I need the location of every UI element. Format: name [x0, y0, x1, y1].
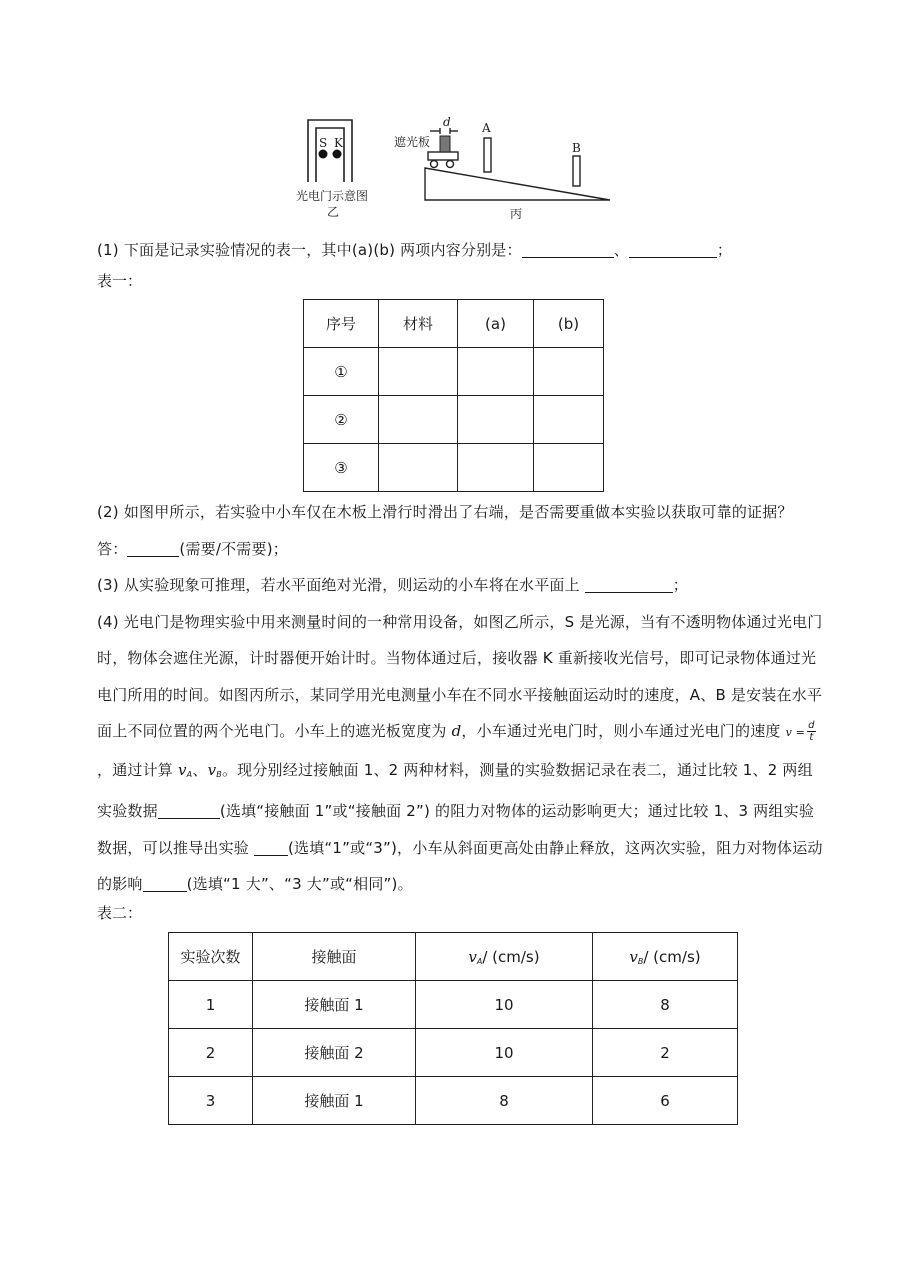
table-cell — [534, 444, 604, 492]
header-vb-unit: / (cm/s) — [643, 947, 701, 966]
table-cell: 1 — [169, 981, 253, 1029]
table-header-cell: 实验次数 — [169, 933, 253, 981]
table-cell: 8 — [593, 981, 738, 1029]
table-row — [169, 1077, 738, 1125]
va-sub: A — [186, 769, 193, 779]
incline-ramp — [425, 168, 610, 200]
question-2-line: (2) 如图甲所示，若实验中小车仅在木板上滑行时滑出了右端，是否需要重做本实验以获取可靠的证据？ — [97, 503, 793, 521]
answer-blank-surface[interactable] — [158, 798, 220, 819]
table-cell — [458, 396, 534, 444]
table-header-cell: 接触面 — [253, 933, 416, 981]
question-1-text: (1) 下面是记录实验情况的表一，其中(a)(b) 两项内容分别是： — [97, 241, 522, 259]
table-row — [304, 300, 604, 348]
table-1 — [303, 299, 604, 492]
velocity-formula — [807, 720, 816, 743]
table-header-cell: 材料 — [379, 300, 458, 348]
table-cell: 8 — [416, 1077, 593, 1125]
header-va-var: v — [468, 947, 477, 966]
table-cell: 6 — [593, 1077, 738, 1125]
question-1-end: ； — [716, 241, 733, 259]
header-va-sub: A — [476, 956, 483, 966]
table-cell — [458, 348, 534, 396]
answer-blank-q2[interactable] — [127, 536, 179, 557]
table-cell — [379, 444, 458, 492]
question-4-part-2: ，小车通过光电门时，则小车通过光电门的速度 — [461, 722, 781, 740]
incline-diagram — [425, 128, 610, 200]
table-cell: 10 — [416, 981, 593, 1029]
shading-plate-label: 遮光板 — [394, 135, 431, 149]
photogate-outer-frame — [308, 120, 352, 182]
table-cell — [379, 348, 458, 396]
table-cell: 10 — [416, 1029, 593, 1077]
table-header-cell: (a) — [458, 300, 534, 348]
table-row — [304, 348, 604, 396]
vb-sub: B — [216, 769, 222, 779]
table-cell: 接触面 1 — [253, 1077, 416, 1125]
header-vb-sub: B — [637, 956, 644, 966]
light-source-dot — [319, 150, 328, 159]
gate-a-label: A — [482, 121, 491, 135]
answer-blank-q3[interactable] — [585, 572, 673, 593]
table-cell: 接触面 2 — [253, 1029, 416, 1077]
table-cell: 接触面 1 — [253, 981, 416, 1029]
formula-lhs: v = — [785, 726, 806, 739]
answer-blank-effect[interactable] — [143, 871, 187, 892]
table-row — [304, 396, 604, 444]
question-3-end: ； — [672, 576, 688, 594]
question-4 — [97, 604, 827, 903]
table-cell — [534, 348, 604, 396]
table-row — [169, 933, 738, 981]
va-vb-separator: 、 — [192, 760, 208, 779]
gate-b-label: B — [572, 141, 581, 155]
table-row — [304, 444, 604, 492]
header-vb-var: v — [629, 947, 638, 966]
figure-label-bing: 丙 — [510, 207, 523, 221]
photogate-caption: 光电门示意图 — [296, 189, 369, 203]
table-1-title: 表一： — [97, 272, 143, 290]
plate-width-var: d — [451, 722, 462, 740]
question-3 — [97, 567, 827, 604]
table-header-cell-vb — [593, 933, 738, 981]
table-cell — [458, 444, 534, 492]
question-4-part-7: (选填“1 大”、“3 大”或“相同”)。 — [186, 875, 413, 893]
cart-body — [428, 152, 458, 160]
photogate-diagram — [308, 120, 352, 182]
gate-b — [573, 156, 580, 186]
table-cell: 2 — [593, 1029, 738, 1077]
question-4-part-1: (4) 光电门是物理实验中用来测量时间的一种常用设备，如图乙所示，S 是光源，当有不透明物体通过光电门时，物体会遮住光源，计时器便开始计时。当物体通过后，接收器 K 重新接收光信号，即可记录物体通过光电门所用的时间。如图丙所示，某同学用光电测量小车在不同水平接触面运动时的速度，A、B 是安装在水平面上不同位置的两个光电门。小车上的遮光板宽度为 — [97, 612, 823, 740]
table-header-cell: 序号 — [304, 300, 379, 348]
questions-2-4 — [97, 494, 827, 903]
question-4-part-3: ，通过计算 — [97, 760, 174, 779]
table-cell: 2 — [169, 1029, 253, 1077]
question-4-part-4: 。现分别经过接触面 1、2 两种材料，测量的实验数据记录在表二，通过比较 1、2 两组实验数据 — [97, 760, 813, 820]
va-var: v — [177, 760, 187, 779]
formula-denominator: t — [809, 732, 814, 743]
answer-blank-experiment[interactable] — [254, 835, 288, 856]
question-1-separator: 、 — [613, 241, 629, 259]
question-1 — [97, 232, 827, 268]
experiment-diagram — [290, 110, 630, 225]
cart-wheel-2 — [447, 161, 454, 168]
figure-label-yi: 乙 — [327, 205, 340, 219]
question-4-part-6: (选填“1”或“3”)，小车从斜面更高处由静止释放，这两次实验，阻力对物体运动的影响 — [97, 838, 823, 893]
answer-blank-b[interactable] — [629, 237, 717, 258]
plate-width-label: d — [443, 115, 451, 129]
table-cell: ① — [304, 348, 379, 396]
answer-blank-a[interactable] — [522, 237, 614, 258]
table-cell: ③ — [304, 444, 379, 492]
question-3-text: (3) 从实验现象可推理，若水平面绝对光滑，则运动的小车将在水平面上 — [97, 576, 580, 594]
question-4-part-5: (选填“接触面 1”或“接触面 2”) 的阻力对物体的运动影响更大；通过比较 1、3 两组实验数据，可以推导出实验 — [97, 802, 815, 857]
table-2-title: 表二： — [97, 904, 143, 922]
vb-var: v — [207, 760, 217, 779]
experiment-figure — [290, 110, 630, 225]
cart-wheel-1 — [431, 161, 438, 168]
sensor-k-label: K — [334, 136, 343, 150]
question-2-answer — [97, 531, 827, 568]
table-header-cell: (b) — [534, 300, 604, 348]
table-cell: ② — [304, 396, 379, 444]
gate-a — [484, 138, 491, 172]
shading-plate — [440, 136, 450, 152]
formula-numerator: d — [808, 720, 815, 731]
table-cell: 3 — [169, 1077, 253, 1125]
receiver-dot — [333, 150, 342, 159]
table-row — [169, 981, 738, 1029]
header-va-unit: / (cm/s) — [482, 947, 540, 966]
table-2 — [168, 932, 738, 1125]
table-cell — [379, 396, 458, 444]
table-header-cell-va — [416, 933, 593, 981]
answer-suffix: (需要/不需要)； — [179, 539, 288, 558]
answer-prefix: 答： — [97, 539, 128, 558]
table-cell — [534, 396, 604, 444]
table-row — [169, 1029, 738, 1077]
sensor-s-label: S — [319, 136, 328, 150]
